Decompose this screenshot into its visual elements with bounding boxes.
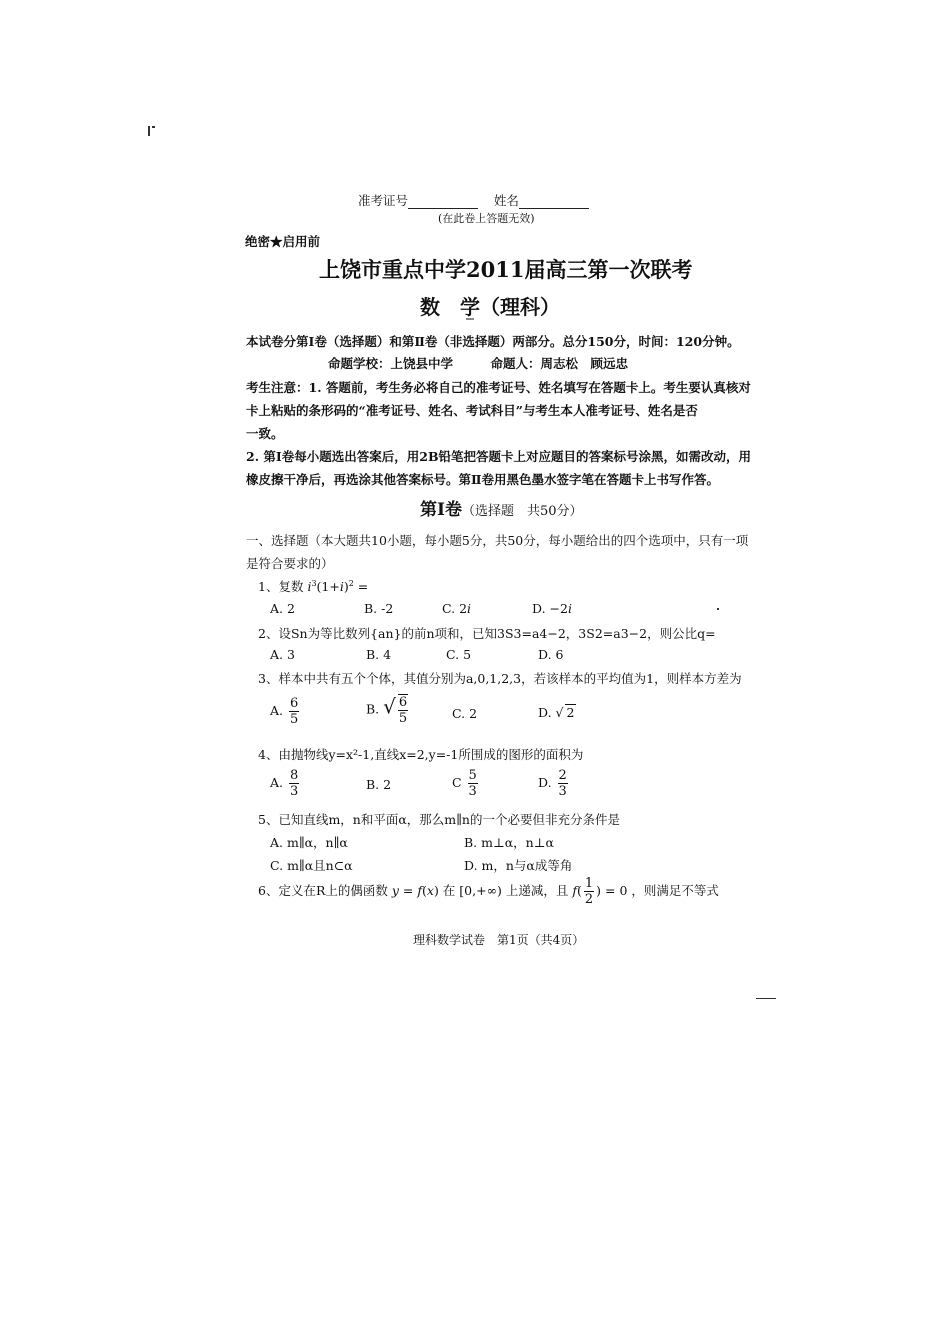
page-title: 上饶市重点中学2011届高三第一次联考: [319, 257, 693, 282]
q1-prefix: 1、复数: [258, 579, 304, 594]
page-footer: 理科数学试卷 第1页（共4页）: [413, 933, 585, 947]
question-5: 5、已知直线m，n和平面α，那么m∥n的一个必要但非充分条件是: [258, 812, 620, 827]
notice-line-4: 2. 第Ⅰ卷每小题选出答案后，用2B铅笔把答题卡上对应题目的答案标号涂黑，如需改动，用: [246, 449, 752, 464]
q3-option-b[interactable]: B. √ $\frac{6}{5}$: [366, 694, 408, 726]
q3-b-fraction: $\frac{6}{5}$: [398, 695, 408, 726]
admission-blank[interactable]: [408, 198, 478, 209]
q1-option-d[interactable]: D. −2i: [532, 601, 572, 616]
scan-mark: [148, 126, 150, 136]
q2-option-b[interactable]: B. 4: [366, 647, 392, 662]
q5-option-c[interactable]: C. m∥α且n⊂α: [270, 858, 353, 873]
scan-mark: [717, 608, 719, 610]
q1-option-c[interactable]: C. 2i: [442, 601, 472, 616]
part1-title: 第Ⅰ卷: [420, 500, 462, 520]
q4-option-b[interactable]: B. 2: [366, 777, 392, 792]
page-subtitle: 数 学（理科）: [420, 295, 560, 319]
notice-line-5: 橡皮擦干净后，再选涂其他答案标号。第Ⅱ卷用黑色墨水签字笔在答题卡上书写作答。: [246, 472, 720, 487]
q2-option-d[interactable]: D. 6: [538, 647, 564, 662]
scan-mark: [152, 126, 155, 128]
q6-fraction: $\frac{1}{2}$: [584, 876, 594, 907]
q1-option-b[interactable]: B. -2: [364, 601, 394, 616]
q4-a-fraction: $\frac{8}{3}$: [289, 768, 299, 799]
q2-option-a[interactable]: A. 3: [270, 647, 295, 662]
question-2: 2、设Sn为等比数列{an}的前n项和，已知3S3=a4−2，3S2=a3−2，则公比q=: [258, 626, 716, 641]
q5-option-a[interactable]: A. m∥α，n∥α: [270, 835, 348, 850]
q4-d-fraction: $\frac{2}{3}$: [558, 768, 567, 799]
no-answer-note: (在此卷上答题无效): [438, 212, 535, 225]
q4-c-fraction: $\frac{5}{3}$: [468, 768, 477, 799]
q3-a-fraction: $\frac{6}{5}$: [289, 696, 299, 727]
q5-option-b[interactable]: B. m⊥α，n⊥α: [464, 835, 554, 850]
q3-option-a[interactable]: A. $\frac{6}{5}$: [270, 696, 299, 727]
exam-intro: 本试卷分第Ⅰ卷（选择题）和第Ⅱ卷（非选择题）两部分。总分150分，时间：120分钟。: [246, 334, 740, 349]
q1-expression: $i^3(1+i)^2$ =: [307, 578, 369, 594]
question-4: 4、由抛物线y=x²-1,直线x=2,y=-1所围成的图形的面积为: [258, 747, 584, 762]
notice-line-3: 一致。: [246, 426, 284, 441]
question-3: 3、样本中共有五个个体，其值分别为a,0,1,2,3，若该样本的平均值为1，则样本方差为: [258, 671, 742, 686]
part1-sub: （选择题 共50分）: [461, 504, 583, 519]
q1-option-a[interactable]: A. 2: [270, 601, 295, 616]
q5-option-d[interactable]: D. m，n与α成等角: [464, 858, 573, 873]
section1-line-1: 一、选择题（本大题共10小题，每小题5分，共50分，每小题给出的四个选项中，只有一项: [246, 533, 749, 548]
author-line: 命题学校：上饶县中学 命题人：周志松 顾远忠: [328, 356, 629, 371]
q4-option-c[interactable]: C $\frac{5}{3}$: [452, 768, 477, 799]
name-blank[interactable]: [519, 198, 589, 209]
question-1: [258, 577, 368, 595]
question-6: 6、定义在R上的偶函数 y = f(x) 在 [0,+∞) 上递减，且 f( $\frac{1}{2}$ ) = 0 ，则满足不等式: [258, 876, 719, 907]
q4-option-d[interactable]: D. $\frac{2}{3}$: [538, 768, 567, 799]
section1-line-2: 是符合要求的）: [246, 556, 334, 571]
admission-line: [358, 191, 589, 209]
q4-option-a[interactable]: A. $\frac{8}{3}$: [270, 768, 299, 799]
q2-option-c[interactable]: C. 5: [446, 647, 472, 662]
secret-mark: 绝密★启用前: [245, 234, 321, 249]
scan-mark: [756, 998, 776, 999]
q3-option-d[interactable]: D. √ 2: [538, 705, 575, 720]
name-label: 姓名: [493, 193, 519, 208]
part1-heading: [420, 495, 583, 520]
notice-line-2: 卡上粘贴的条形码的“准考证号、姓名、考试科目”与考生本人准考证号、姓名是否: [246, 403, 698, 418]
admission-label: 准考证号: [358, 193, 409, 208]
notice-line-1: 考生注意：1. 答题前，考生务必将自己的准考证号、姓名填写在答题卡上。考生要认真核对: [246, 380, 751, 395]
q3-option-c[interactable]: C. 2: [452, 706, 478, 721]
